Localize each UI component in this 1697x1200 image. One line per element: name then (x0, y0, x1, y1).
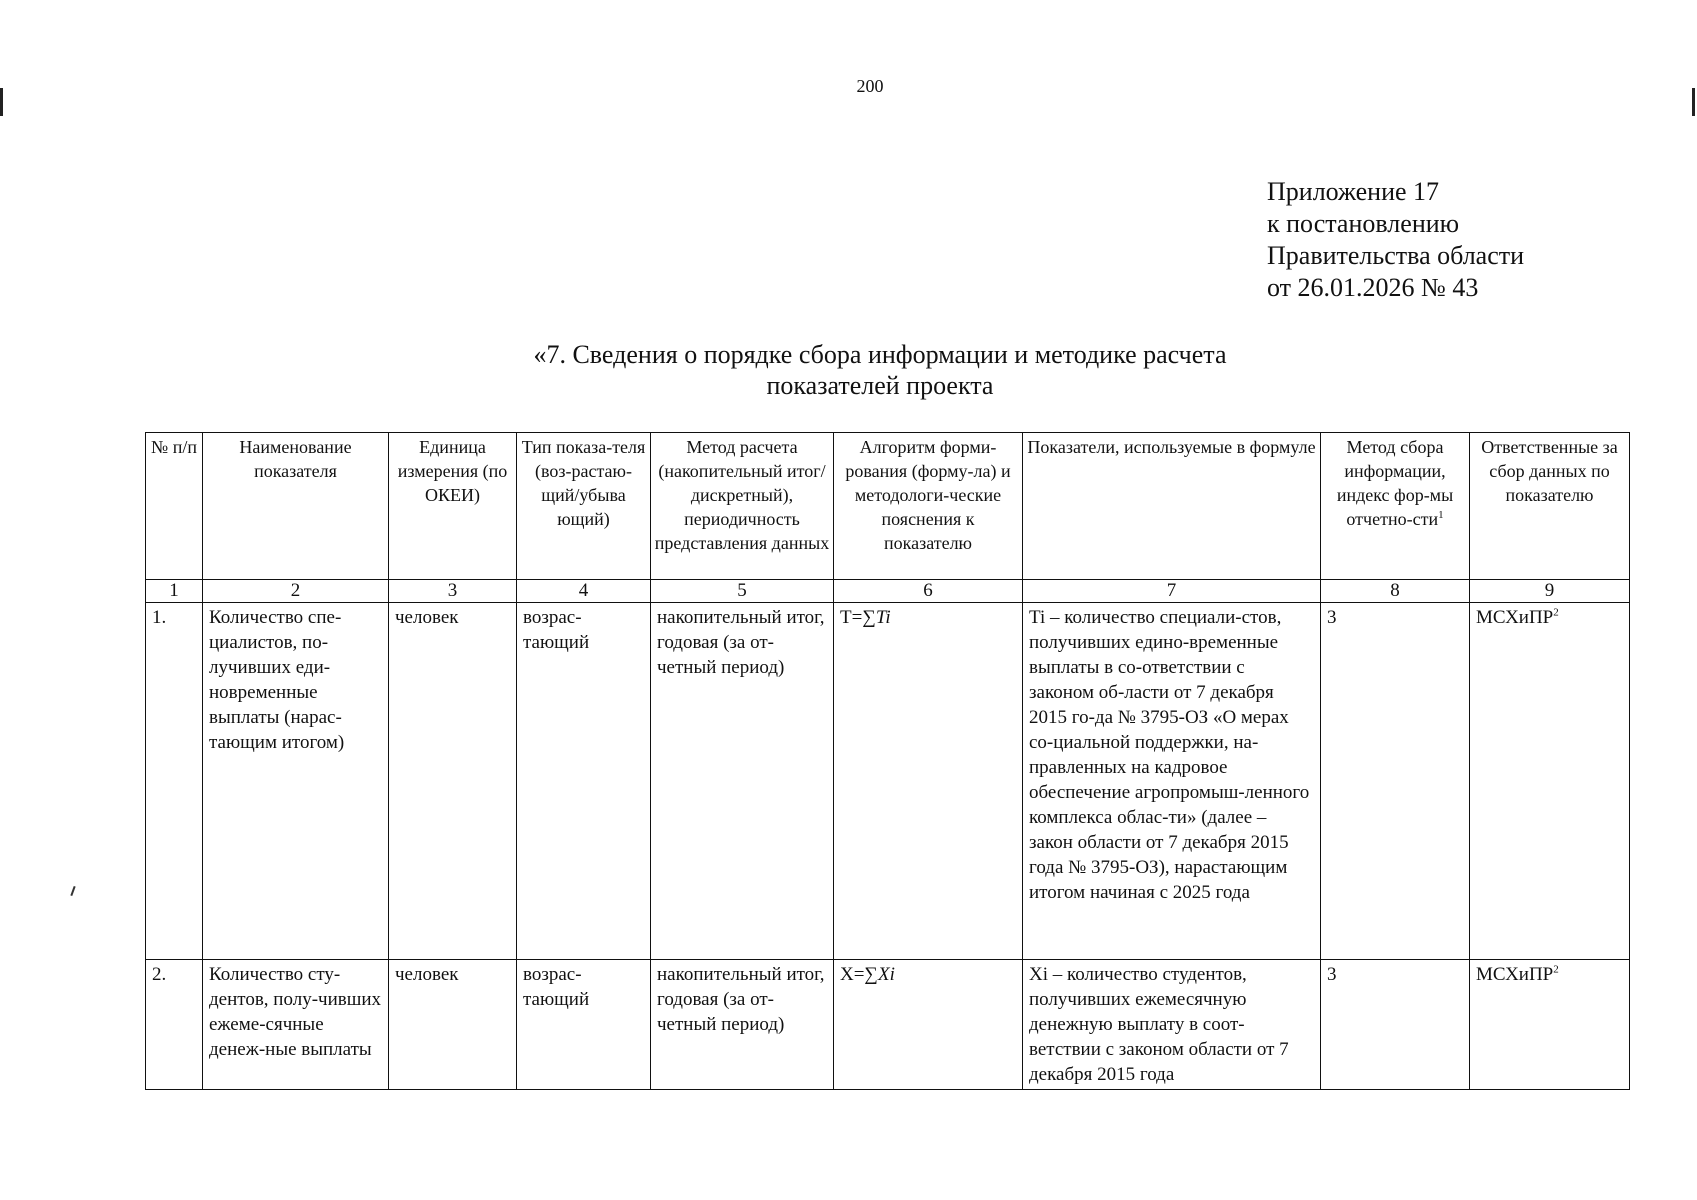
formula-prefix: X=∑ (840, 964, 878, 985)
page-number: 200 (856, 76, 884, 96)
indicators-table (145, 432, 1630, 1090)
column-number: 5 (651, 580, 834, 603)
scan-artifact-mark (70, 886, 75, 896)
indicator-unit: человек (389, 603, 517, 960)
header-num: № п/п (146, 433, 203, 580)
column-number-row (146, 580, 1630, 603)
formula-variables: Ti – количество специали-стов, получивших едино-временные выплаты в со-ответствии с законом об-ласти от 7 декабря 2015 го-да № 3795-ОЗ «О мерах со-циальной поддержки, на-правленных на кадровое обеспечение агропромыш-ленного комплекса облас-ти» (далее – закон области от 7 декабря 2015 года № 3795-ОЗ), нарастающим итогом начиная с 2025 года (1023, 603, 1321, 960)
header-responsible: Ответственные за сбор данных по показателю (1470, 433, 1630, 580)
title-line-1: «7. Сведения о порядке сбора информации и методике расчета (533, 340, 1227, 369)
scan-edge-mark (0, 88, 3, 116)
document-title (380, 339, 1380, 401)
appendix-line-4: от 26.01.2026 № 43 (1267, 273, 1479, 302)
column-number: 4 (517, 580, 651, 603)
column-number: 9 (1470, 580, 1630, 603)
responsible-text: МСХиПР (1476, 964, 1554, 985)
responsible (1470, 603, 1630, 960)
header-unit: Единица измерения (по ОКЕИ) (389, 433, 517, 580)
header-collection (1321, 433, 1470, 580)
indicator-type: возрас-тающий (517, 603, 651, 960)
column-number: 7 (1023, 580, 1321, 603)
header-type: Тип показа-теля (воз-растаю-щий/убыва ющий) (517, 433, 651, 580)
collection-method: 3 (1321, 960, 1470, 1090)
appendix-line-2: к постановлению (1267, 209, 1460, 238)
formula-prefix: Т=∑ (840, 607, 876, 628)
indicator-unit: человек (389, 960, 517, 1090)
responsible (1470, 960, 1630, 1090)
column-number: 2 (203, 580, 389, 603)
appendix-line-3: Правительства области (1267, 241, 1525, 270)
calculation-method: накопительный итог, годовая (за от-четный период) (651, 603, 834, 960)
header-name: Наименование показателя (203, 433, 389, 580)
collection-method: 3 (1321, 603, 1470, 960)
column-number: 1 (146, 580, 203, 603)
header-variables: Показатели, используемые в формуле (1023, 433, 1321, 580)
header-footnote-mark: 1 (1438, 509, 1444, 521)
indicator-name: Количество сту-дентов, полу-чивших ежеме-сячные денеж-ные выплаты (203, 960, 389, 1090)
row-number: 2. (146, 960, 203, 1090)
column-number: 8 (1321, 580, 1470, 603)
table-header-row (146, 433, 1630, 580)
table-row (146, 603, 1630, 960)
title-line-2: показателей проекта (766, 371, 994, 400)
indicator-type: возрас-тающий (517, 960, 651, 1090)
scan-edge-mark (1692, 88, 1695, 116)
formula-variable: Ti (875, 607, 891, 628)
formula (834, 960, 1023, 1090)
formula (834, 603, 1023, 960)
formula-variable: Xi (877, 964, 895, 985)
responsible-footnote-mark: 2 (1553, 963, 1559, 976)
calculation-method: накопительный итог, годовая (за от-четный период) (651, 960, 834, 1090)
column-number: 3 (389, 580, 517, 603)
formula-variables: Xi – количество студентов, получивших ежемесячную денежную выплату в соот-ветствии с законом области от 7 декабря 2015 года (1023, 960, 1321, 1090)
responsible-footnote-mark: 2 (1553, 606, 1559, 619)
table-row (146, 960, 1630, 1090)
appendix-line-1: Приложение 17 (1267, 177, 1440, 206)
appendix-block (1267, 176, 1524, 304)
header-algorithm: Алгоритм форми-рования (форму-ла) и методологи-ческие пояснения к показателю (834, 433, 1023, 580)
header-collection-text: Метод сбора информации, индекс фор-мы отчетно-сти (1336, 437, 1454, 529)
responsible-text: МСХиПР (1476, 607, 1554, 628)
column-number: 6 (834, 580, 1023, 603)
header-method: Метод расчета (накопительный итог/дискретный), периодичность представления данных (651, 433, 834, 580)
indicator-name: Количество спе-циалистов, по-лучивших еди-новременные выплаты (нарас-тающим итогом) (203, 603, 389, 960)
row-number: 1. (146, 603, 203, 960)
